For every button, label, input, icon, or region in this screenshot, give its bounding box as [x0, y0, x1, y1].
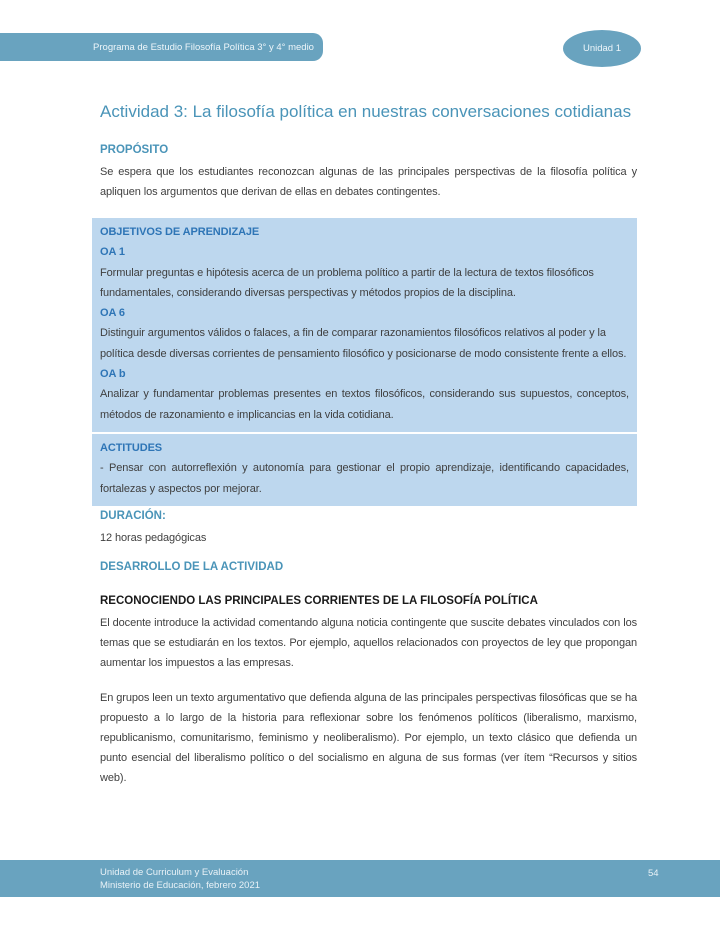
unit-badge	[563, 30, 641, 67]
footer-page-number: 54	[648, 868, 659, 879]
oa6-text: Distinguir argumentos válidos o falaces, a fin de comparar razonamientos filosóficos relativos al poder y la política desde diversas corrientes de pensamiento filosófico y posicionarse de modo consistente frente a ellos.	[100, 327, 627, 360]
proposito-heading: PROPÓSITO	[100, 144, 169, 156]
actitudes-body: - Pensar con autorreflexión y autonomía para gestionar el propio aprendizaje, identificando capacidades, fortalezas y aspectos por mejorar.	[100, 462, 629, 495]
footer-line1: Unidad de Curriculum y Evaluación	[100, 867, 249, 878]
proposito-body: Se espera que los estudiantes reconozcan algunas de las principales perspectivas de la filosofía política y apliquen los argumentos que derivan de ellas en debates contingentes.	[100, 166, 637, 198]
duracion-body: 12 horas pedagógicas	[100, 532, 207, 544]
footer-credits	[100, 866, 260, 892]
footer-line2: Ministerio de Educación, febrero 2021	[100, 880, 261, 891]
oa1-code: OA 1	[100, 246, 125, 259]
header-program-label: Programa de Estudio Filosofía Política 3° y 4° medio	[93, 41, 314, 53]
duracion-heading: DURACIÓN:	[100, 510, 166, 522]
activity-paragraph-1: El docente introduce la actividad comentando alguna noticia contingente que suscite debates vinculados con los temas que se estudiarán en los textos. Por ejemplo, aquellos relacionados con proyectos de ley que propongan aumentar los impuestos a las empresas.	[100, 617, 637, 669]
oa1-text: Formular preguntas e hipótesis acerca de un problema político a partir de la lectura de textos filosóficos fundamentales, considerando diversas perspectivas y métodos propios de la disciplina.	[100, 266, 594, 299]
footer-bar	[0, 860, 720, 897]
actitudes-heading: ACTITUDES	[100, 442, 163, 454]
header-program-bar	[0, 33, 323, 61]
page-title: Actividad 3: La filosofía política en nuestras conversaciones cotidianas	[100, 102, 632, 121]
desarrollo-heading: DESARROLLO DE LA ACTIVIDAD	[100, 561, 284, 573]
objetivos-box	[92, 218, 637, 432]
objetivos-heading: OBJETIVOS DE APRENDIZAJE	[100, 226, 260, 238]
actitudes-box	[92, 434, 637, 506]
oa6-code: OA 6	[100, 307, 125, 320]
oab-text: Analizar y fundamentar problemas presentes en textos filosóficos, considerando sus supuestos, conceptos, métodos de razonamiento e implicancias en la vida cotidiana.	[100, 388, 629, 421]
unit-badge-label: Unidad 1	[582, 43, 622, 54]
activity-paragraph-2: En grupos leen un texto argumentativo que defienda alguna de las principales perspectivas filosóficas que se ha propuesto a lo largo de la historia para reflexionar sobre los fenómenos políticos (liberalismo, marxismo, republicanismo, comunitarismo, feminismo y neoliberalismo). Por ejemplo, un texto clásico que defienda un punto esencial del liberalismo político o del socialismo en alguna de sus formas (ver ítem “Recursos y sitios web).	[100, 692, 637, 784]
oab-code: OA b	[100, 368, 126, 381]
activity-subheading: RECONOCIENDO LAS PRINCIPALES CORRIENTES DE LA FILOSOFÍA POLÍTICA	[100, 595, 538, 607]
